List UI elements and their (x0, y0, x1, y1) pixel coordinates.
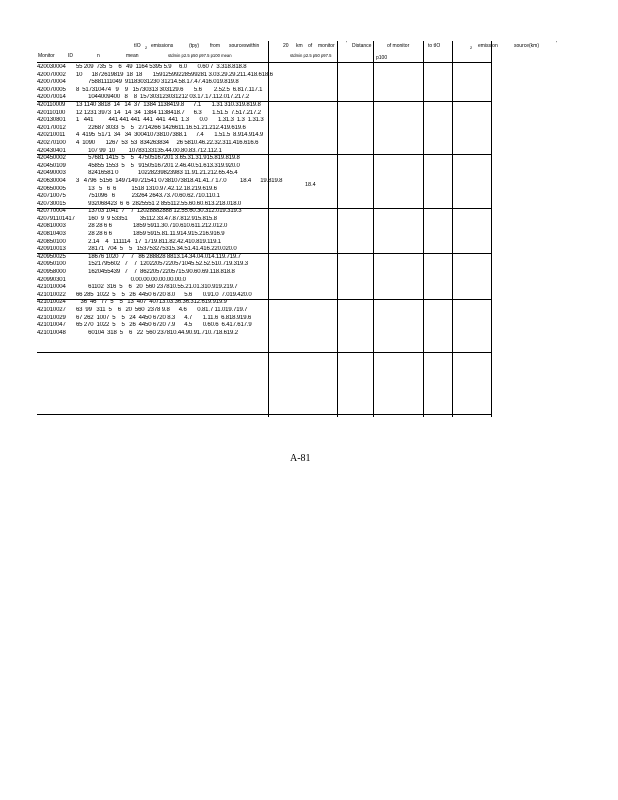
row-values: 3 4796 5156 1497149721541 07381073818.41.41.7 17.0 18.4 19.819.8 (76, 177, 283, 184)
monitor-id: 420170012 (37, 124, 66, 131)
table-row (37, 277, 337, 285)
table-row (37, 261, 337, 269)
row-values: 66 285 1022 5 5 26 4450 6720 8.0 5.6 0.91.0 7.019.420.0 (76, 291, 252, 298)
row-values: 13 5 6 6 1518 1310.97.42.12.18.219.619.6 (76, 185, 217, 192)
table-row (37, 239, 337, 247)
row-values: 932068423 6 6 2825551 2 855112.55.60.60.613.218.018.0 (76, 200, 242, 207)
header-to-tio: to tIO (428, 43, 441, 49)
table-row (37, 102, 337, 110)
header-stats-1: stdmin p2.5 p50 p97.5 p100 mean (168, 53, 232, 58)
page-number: A-81 (290, 453, 311, 464)
table-row (37, 110, 337, 118)
row-values: 1620455439 7 7 86220572205715.90.60.69.118.818.8 (76, 269, 235, 276)
monitor-id: 421010027 (37, 307, 66, 313)
header-tpy: (tpy) (189, 43, 199, 49)
table-row (37, 269, 337, 277)
monitor-id: 420070004 (37, 79, 66, 86)
row-values: 1044009400 8 8 157303123031212 03.17.17.112.017.217.2 (76, 94, 250, 101)
monitor-id: 420810403 (37, 231, 66, 238)
monitor-id: 420430401 (37, 147, 66, 154)
header-sub2b: 2 (470, 45, 473, 50)
monitor-id: 421010004 (37, 284, 66, 291)
monitor-id: 420450002 (37, 155, 66, 162)
monitor-id: 420950025 (37, 253, 66, 260)
row-values: 55 209 735 5 6 49 1164 5395 5.9 6.0 0.60 7 3.318.818.8 (76, 64, 247, 70)
table-row (37, 216, 337, 224)
table-row (37, 254, 337, 262)
table-row (37, 201, 337, 209)
table-row (37, 117, 337, 125)
table-row (37, 163, 337, 171)
table-row (37, 87, 337, 95)
row-values: 60104 318 5 6 22 560 237810.44.90.91.710.718.619.2 (76, 329, 238, 336)
monitor-id: 420030004 (37, 64, 66, 70)
row-values: 28 28 6 6 1859 5915.81.11.914.915.216.916.9 (76, 231, 225, 238)
row-values: 13703 1041 7 7 12028882888 12.55.60.30.312.019.319.3 (76, 208, 242, 215)
row-values: 8 517310474 9 9 15730313 303129.6 5.6 2.52.5 6.817.117.1 (76, 86, 263, 93)
table-row (37, 148, 337, 156)
row-values: 10 1872619819 18 18 15912599228599281 3.03.29.29.211.418.618.6 (76, 71, 273, 78)
row-values: 65 270 1022 5 5 26 4450 6720 7.9 4.5 0.60.6 6.417.617.9 (76, 322, 252, 329)
table-row (37, 223, 337, 231)
row-values: 36 46 77 5 5 13 407 40713.03.36.36.312.619.919.9 (76, 299, 227, 306)
table-row (37, 231, 337, 239)
monitor-id: 420130801 (37, 117, 66, 124)
header-emissions: emissions (151, 43, 174, 49)
table-row (37, 330, 337, 338)
table-row (37, 315, 337, 323)
header-n-label: n (97, 53, 100, 59)
table-row (37, 307, 337, 315)
monitor-id: 420210011 (37, 132, 66, 139)
row-values: 4 4195 5171 34 34 300410738107388.1 7.4 1.51.5 8.914.914.9 (76, 132, 264, 139)
row-values: 75881111049 91183031230 31214.58.17.47.416.019.819.8 (76, 79, 239, 86)
row-values: 57681 1415 5 5 47505167201 3.65.31.31.915.819.819.8 (76, 155, 240, 162)
monitor-id: 421010047 (37, 322, 66, 329)
header-stats-2: stdmin p2.5 p50 p97.5 (290, 53, 332, 58)
table-row (37, 186, 337, 194)
header-tio: tIO (134, 43, 141, 49)
header-sub2: 2 (145, 45, 148, 50)
monitor-id: 420110009 (37, 101, 66, 108)
monitor-id: 420791101417 (37, 215, 75, 222)
header-20: 20 (283, 43, 289, 49)
monitor-id: 420910013 (37, 246, 66, 253)
row-values: 1 441 441 441 441 441 441 441 1.3 0.0 1.31.3 1.3 1.31.3 (76, 117, 264, 124)
header-monitor-label: Monitor (38, 53, 55, 59)
table-row (37, 125, 337, 133)
table-row (37, 94, 337, 102)
header-from: from (210, 43, 220, 49)
header-source-km: source(km) (514, 43, 540, 49)
header-id-label: ID (68, 53, 73, 59)
monitor-id: 420770004 (37, 208, 66, 215)
distance-value-a: 18.4 (305, 182, 316, 188)
row-values: 13 1140 3818 14 14 37 1384 1138419.8 7.1 1.31 310.319.819.8 (76, 101, 261, 108)
header-km: km (296, 43, 303, 49)
header-mean-label: mean (126, 53, 139, 59)
row-values: 107 99 10 10783133135.44.00.80.83.712.112.1 (76, 147, 222, 154)
header-monitor: monitor (318, 43, 335, 49)
row-values: 61102 316 5 6 20 560 237810.55.21.01.310.919.219.7 (76, 284, 238, 291)
table-row (37, 64, 337, 72)
table-row (37, 170, 337, 178)
table-row (37, 79, 337, 87)
table-row (37, 193, 337, 201)
table-row (37, 284, 337, 292)
row-values: 67 262 1007 5 5 24 4450 6720 8.3 4.7 1.11.6 6.818.919.6 (76, 314, 252, 321)
monitor-id: 420990301 (37, 276, 66, 283)
header-emission: emission (478, 43, 498, 49)
monitor-id: 420950100 (37, 261, 66, 268)
monitor-id: 420450109 (37, 162, 66, 169)
monitor-id: 420070002 (37, 71, 66, 78)
table-row (37, 208, 337, 216)
table-body (37, 64, 337, 337)
monitor-id: 421010029 (37, 314, 66, 321)
monitor-id: 421010024 (37, 299, 66, 306)
row-values: 1521795602 7 7 12022057220571045.52.52.510.719.319.3 (76, 261, 248, 268)
header-sourceswithin: sourceswithin (229, 43, 260, 49)
row-values: 0.00.00.00.00.00.00.0 (76, 276, 186, 283)
monitor-id: 420070014 (37, 94, 66, 101)
header-p100-label: p100 (376, 55, 388, 61)
header-of: of (308, 43, 313, 49)
monitor-id: 420810003 (37, 223, 66, 230)
monitor-id: 420270100 (37, 139, 66, 146)
monitor-id: 421010048 (37, 329, 66, 336)
monitor-id: 420070005 (37, 86, 66, 93)
table-row (37, 299, 337, 307)
table-row (37, 72, 337, 80)
row-values: 751096 6 23264 2643.73.70.60.62.710.110.1 (76, 193, 220, 200)
monitor-id: 420630004 (37, 177, 66, 184)
monitor-id: 420850100 (37, 238, 66, 245)
table-row (37, 292, 337, 300)
row-values: 160 9 9 53351 35112.33.47.87.812.915.815.8 (76, 215, 217, 222)
monitor-id: 420650005 (37, 185, 66, 192)
row-values: 22687 3033 5 5 2714266 1426611.16.51.21.212.419.619.6 (76, 124, 246, 131)
table-row (37, 178, 337, 186)
table-row (37, 322, 337, 330)
row-values: 63 99 311 5 6 20 560 2378 9.8 4.6 0.81.7 11.019.719.7 (76, 307, 248, 313)
header-distance: Distance (352, 43, 372, 49)
monitor-id: 420710075 (37, 193, 66, 200)
row-values: 28171 704 5 5 153753275315.34.51.41.416.220.020.0 (76, 246, 237, 253)
monitor-id: 420958000 (37, 269, 66, 276)
table-row (37, 132, 337, 140)
header-tick-1: ' (346, 41, 347, 47)
row-values: 82416581 0 10228239823983 11.91.21.212.65.45.4 (76, 170, 238, 177)
row-values: 45855 1553 5 5 91505167201 2.46.40.51.613.319.920.0 (76, 162, 240, 169)
row-values: 4 1090 1267 53 53 834263834 26 5810.46.22.32.311.416.616.6 (76, 139, 259, 146)
row-values: 18676 1020 7 7 86 288828 8813.14.34.04.014.119.719.7 (76, 253, 241, 260)
header-tick-2: ' (556, 41, 557, 47)
monitor-id: 420110100 (37, 109, 66, 116)
monitor-id: 420730015 (37, 200, 66, 207)
table-row (37, 246, 337, 254)
row-values: 2.14 4 111114 17 1719.811.82.42.410.819.119.1 (76, 238, 221, 245)
row-values: 12 1231 3973 14 14 34 1384 1138418.7 6.3 1.51.5 7.517.217.2 (76, 109, 261, 116)
table-row (37, 140, 337, 148)
monitor-id: 420490003 (37, 170, 66, 177)
monitor-id: 421010022 (37, 291, 66, 298)
table-row (37, 155, 337, 163)
header-of-monitor: of monitor (387, 43, 410, 49)
row-values: 28 28 6 6 1859 5911.30.710.610.611.212.012.0 (76, 223, 228, 230)
